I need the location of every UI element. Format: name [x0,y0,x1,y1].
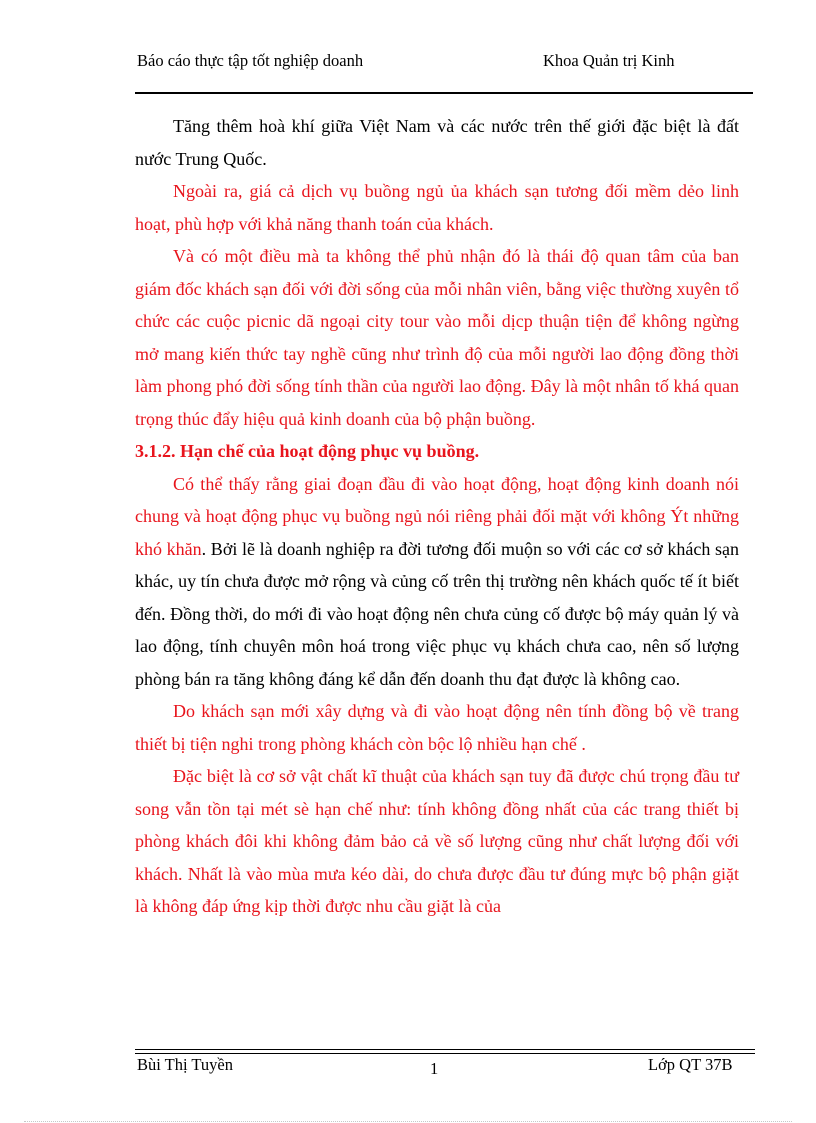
paragraph-4-red-part: Có thể thấy rằng giai đoạn đầu đi vào hoạt động, hoạt động kinh doanh nói chung và hoạt động phục vụ buồng ngủ nói riêng phải đối mặt với không Ýt những khó khăn [135,473,739,559]
footer-class: Lớp QT 37B [648,1055,733,1074]
paragraph-4-black-part: . Bởi lẽ là doanh nghiệp ra đời tương đối muộn so với các cơ sở khách sạn khác, uy tín chưa được mở rộng và củng cố trên thị trường nên khách quốc tế ít biết đến. Đồng thời, do mới đi vào hoạt động nên chưa củng cố được bộ máy quản lý và lao động, tính chuyên môn hoá trong việc phục vụ khách chưa cao, nên số lượng phòng bán ra tăng không đáng kể dẫn đến doanh thu đạt được là không cao. [135,538,740,689]
paragraph-6: Đặc biệt là cơ sở vật chất kĩ thuật của khách sạn tuy đã được chú trọng đầu tư song vẫn tồn tại mét sè hạn chế như: tính không đồng nhất của các trang thiết bị phòng khách đôi khi không đảm bảo cả về số lượng cũng như chất lượng đối với khách. Nhất là vào mùa mưa kéo dài, do chưa được đầu tư đúng mực bộ phận giặt là không đáp ứng kịp thời được nhu cầu giặt là của [135,766,739,916]
header-divider [135,92,753,94]
section-heading: 3.1.2. Hạn chế của hoạt động phục vụ buồng. [135,441,480,461]
paragraph-1: Tăng thêm hoà khí giữa Việt Nam và các nước trên thế giới đặc biệt là đất nước Trung Quốc. [135,116,739,169]
document-body [135,110,739,923]
footer-page-number: 1 [430,1059,439,1078]
paragraph-2: Ngoài ra, giá cả dịch vụ buồng ngủ ủa khách sạn tương đối mềm dẻo linh hoạt, phù hợp với khả năng thanh toán của khách. [135,181,739,234]
footer-divider-thin [135,1053,755,1054]
footer-author: Bùi Thị Tuyền [137,1055,233,1074]
header-report-title: Báo cáo thực tập tốt nghiệp doanh [137,51,364,70]
paragraph-4 [135,468,739,696]
header-faculty: Khoa Quản trị Kinh [543,51,675,70]
paragraph-5: Do khách sạn mới xây dựng và đi vào hoạt động nên tính đồng bộ về trang thiết bị tiện nghi trong phòng khách còn bộc lộ nhiều hạn chế . [135,701,739,754]
page-edge-line [24,1121,792,1122]
footer-divider-thick [135,1049,755,1050]
paragraph-3: Và có một điều mà ta không thể phủ nhận đó là thái độ quan tâm của ban giám đốc khách sạn đối với đời sống của mỗi nhân viên, bằng việc thường xuyên tổ chức các cuộc picnic dã ngoại city tour vào mỗi dịcp thuận tiện để không ngừng mở mang kiến thức tay nghề cũng như trình độ của mỗi người lao động đồng thời làm phong phó đời sống tính thần của người lao động. Đây là một nhân tố khá quan trọng thúc đẩy hiệu quả kinh doanh của bộ phận buồng. [135,246,739,429]
